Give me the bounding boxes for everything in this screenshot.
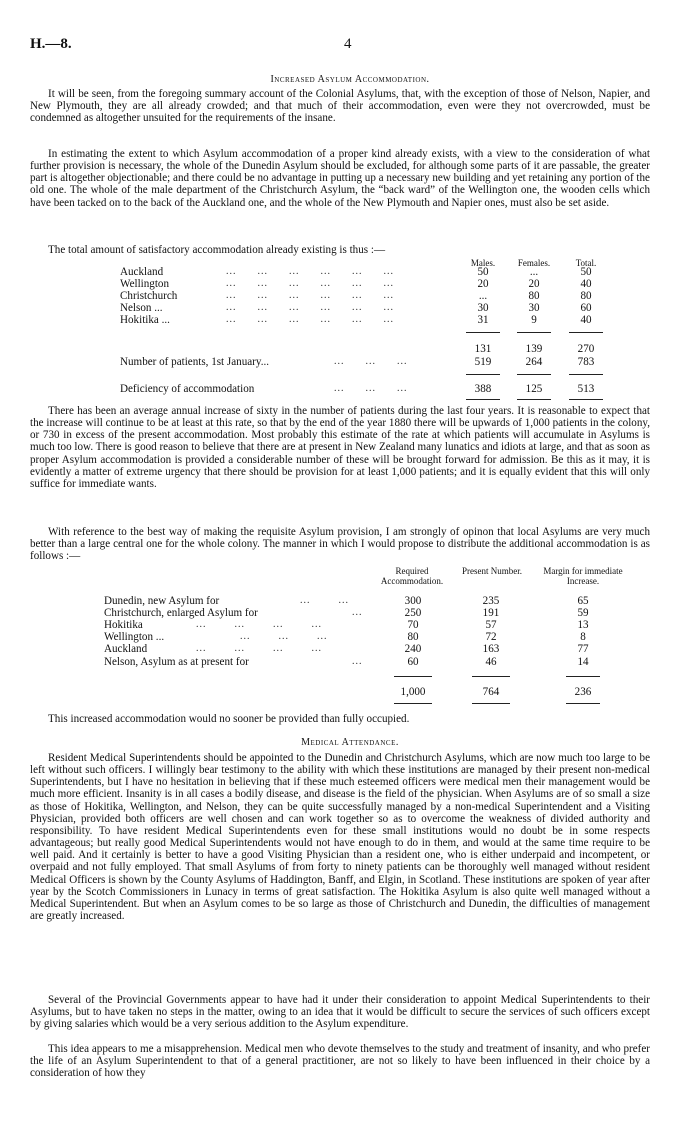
sum-rule	[472, 676, 510, 677]
cell-total: 80	[580, 290, 592, 302]
paragraph-resident-superintendents: Resident Medical Superintendents should be appointed to the Dunedin and Christchurch Asylums, which are now much too large to be left without such officers. I willingly bear testimony to the ability with which these institutions are managed by their present non-medical Superintendents, but I have no hesitation in believing that if these much esteemed officers were medical men their management would be much more efficient. Insanity is in all cases a bodily disease, and disease is the field of the physician. When Asylums are of so small a size as those of Hokitika, Wellington, and Nelson, they can be quite successfully managed by a non-medical Superintendent and a Visiting Physician, provided both officers are well chosen and can work together so as to overcome the weakness of divided authority and responsibility. To have resident Medical Superintendents even for these small institutions would no doubt be in some respects advantageous; but really good Medical Superintendents would not have enough to do in them, and would at the same time require to be well paid. And it certainly is better to have a good Visiting Physician than a resident one, who is either underpaid and incompetent, or overpaid and not fully employed. That small Asylums of from forty to ninety patients can be thoroughly well managed without resident Medical Officers is shown by the County Asylums of Haddington, Banff, and Elgin, in Scotland. These institutions are spoken of year after year by the Scotch Commissioners in Lunacy in terms of great satisfaction. The Hokitika Asylum is also quite well managed without a Medical Superintendent. But when an Asylum comes to be so large as those of Christchurch and Dunedin, the difficulties of management are greatly increased.	[30, 752, 650, 923]
cell-total: 513	[577, 383, 595, 395]
col-header-margin: Margin for immediate Increase.	[543, 566, 623, 586]
leader-dots: ... ... ... ... ... ...	[226, 278, 394, 289]
cell-required: 70	[407, 619, 419, 631]
cell-total: 50	[580, 266, 592, 278]
sum-rule	[466, 399, 500, 400]
leader-dots: ... ... ... ...	[196, 619, 322, 630]
cell-margin: 236	[574, 686, 592, 698]
cell-females: 20	[528, 278, 540, 290]
col-header-present: Present Number.	[462, 566, 522, 576]
cell-margin: 14	[577, 656, 589, 668]
cell-females: 264	[525, 356, 543, 368]
paragraph-annual-increase: There has been an average annual increase of sixty in the number of patients during the last four years. It is reasonable to expect that the increase will continue to be at least at this rate, so that by the end of the year 1880 there will be upwards of 1,000 patients in the colony, or 730 in excess of the present accommodation. Most probably this estimate of the rate at which patients will accumulate in Asylums is much too low. There is good reason to believe that there are at present in New Zealand many lunatics and idiots at large, and that as soon as proper Asylum accommodation is provided a considerable number of these will be brought forward for admission. Be this as it may, it is evidently a matter of extreme urgency that there should be provision for at least 1,000 patients; and it is equally evident that this will only suffice for immediate wants.	[30, 405, 650, 490]
row-label: Christchurch, enlarged Asylum for	[104, 607, 258, 619]
cell-females: 80	[528, 290, 540, 302]
row-label: Deficiency of accommodation	[120, 383, 255, 395]
paragraph-intro: It will be seen, from the foregoing summary account of the Colonial Asylums, that, with the exception of those of Nelson, Napier, and New Plymouth, they are all already crowded; and that much of their accommodation, even were they not overcrowded, must be condemned as altogether unsuited for the requirements of the insane.	[30, 88, 650, 125]
cell-present: 764	[482, 686, 500, 698]
paragraph-estimating: In estimating the extent to which Asylum accommodation of a proper kind already exists, with a view to the consideration of what further provision is necessary, the whole of the Dunedin Asylum should be excluded, for although some parts of it are passable, the greater part is altogether objectionable; and there could be no advantage in putting up a necessary new building and yet retaining any portion of the old one. The whole of the male department of the Christchurch Asylum, the “back ward” of the Wellington one, the wooden cells which have been tacked on to the back of the Auckland one, and the whole of the New Plymouth and Napier ones, must also be set aside.	[30, 148, 650, 209]
sum-rule	[517, 399, 551, 400]
cell-required: 60	[407, 656, 419, 668]
leader-dots: ... ... ...	[240, 631, 328, 642]
col-header-total: Total.	[575, 258, 597, 268]
cell-margin: 13	[577, 619, 589, 631]
col-header-females: Females.	[517, 258, 551, 268]
cell-males: 519	[474, 356, 492, 368]
row-label: Auckland	[104, 643, 148, 655]
cell-males: ...	[478, 290, 488, 302]
cell-total: 40	[580, 278, 592, 290]
cell-present: 191	[482, 607, 500, 619]
cell-margin: 65	[577, 595, 589, 607]
cell-present: 46	[485, 656, 497, 668]
cell-total: 270	[577, 343, 595, 355]
cell-total: 783	[577, 356, 595, 368]
cell-males: 50	[477, 266, 489, 278]
sum-rule	[466, 374, 500, 375]
leader-dots: ...	[352, 607, 363, 618]
row-label: Nelson, Asylum as at present for	[104, 656, 249, 668]
row-label: Hokitika	[104, 619, 143, 631]
page-number: 4	[344, 36, 352, 52]
leader-dots: ... ... ... ... ... ...	[226, 290, 394, 301]
paragraph-occupied: This increased accommodation would no sooner be provided than fully occupied.	[48, 713, 410, 725]
cell-required: 80	[407, 631, 419, 643]
cell-margin: 59	[577, 607, 589, 619]
section-heading-increased-asylum-accommodation: Increased Asylum Accommodation.	[270, 74, 430, 85]
leader-dots: ... ... ...	[334, 383, 408, 394]
leader-dots: ... ... ...	[334, 356, 408, 367]
cell-males: 20	[477, 278, 489, 290]
paragraph-misapprehension: This idea appears to me a misapprehension. Medical men who devote themselves to the study and treatment of insanity, and who prefer the life of an Asylum Superintendent to that of a general practitioner, are not so likely to have been influenced in their choice by a consideration of how they	[30, 1043, 650, 1080]
sum-rule	[569, 374, 603, 375]
cell-total: 60	[580, 302, 592, 314]
leader-dots: ... ... ... ...	[196, 643, 322, 654]
document-reference: H.—8.	[30, 36, 72, 52]
row-label: Wellington	[120, 278, 170, 290]
cell-present: 163	[482, 643, 500, 655]
section-heading-medical-attendance: Medical Attendance.	[301, 737, 399, 748]
cell-present: 72	[485, 631, 497, 643]
cell-total: 40	[580, 314, 592, 326]
paragraph-provincial-governments: Several of the Provincial Governments appear to have had it under their consideration to appoint Medical Superintendents to their Asylums, but to have taken no steps in the matter, owing to an idea that it would be difficult to secure the services of such officers except by giving salaries which would be a very serious addition to the Asylum expenditure.	[30, 994, 650, 1031]
cell-males: 388	[474, 383, 492, 395]
row-label: Wellington ...	[104, 631, 165, 643]
sum-rule	[566, 676, 600, 677]
cell-females: 125	[525, 383, 543, 395]
col-header-required: Required Accommodation.	[380, 566, 444, 586]
row-label: Auckland	[120, 266, 164, 278]
sum-rule	[566, 703, 600, 704]
col-header-males: Males.	[470, 258, 496, 268]
cell-females: 139	[525, 343, 543, 355]
cell-females: ...	[529, 266, 539, 278]
cell-required: 240	[404, 643, 422, 655]
paragraph-total-lead: The total amount of satisfactory accommodation already existing is thus :—	[48, 244, 386, 256]
paragraph-reference: With reference to the best way of making the requisite Asylum provision, I am strongly of opinon that local Asylums are very much better than a large central one for the whole colony. The manner in which I would propose to distribute the additional accommodation is as follows :—	[30, 526, 650, 563]
cell-males: 30	[477, 302, 489, 314]
leader-dots: ... ... ... ... ... ...	[226, 266, 394, 277]
cell-males: 131	[474, 343, 492, 355]
cell-required: 250	[404, 607, 422, 619]
sum-rule	[569, 399, 603, 400]
sum-rule	[517, 332, 551, 333]
sum-rule	[394, 676, 432, 677]
cell-margin: 77	[577, 643, 589, 655]
cell-females: 9	[531, 314, 537, 326]
leader-dots: ...	[352, 656, 363, 667]
leader-dots: ... ... ... ... ... ...	[226, 302, 394, 313]
cell-margin: 8	[580, 631, 586, 643]
leader-dots: ... ... ... ... ... ...	[226, 314, 394, 325]
row-label: Hokitika ...	[120, 314, 170, 326]
row-label: Dunedin, new Asylum for	[104, 595, 220, 607]
row-label: Christchurch	[120, 290, 178, 302]
cell-required: 300	[404, 595, 422, 607]
cell-females: 30	[528, 302, 540, 314]
cell-males: 31	[477, 314, 489, 326]
sum-rule	[569, 332, 603, 333]
cell-required: 1,000	[400, 686, 426, 698]
leader-dots: ... ...	[300, 595, 349, 606]
sum-rule	[394, 703, 432, 704]
row-label: Nelson ...	[120, 302, 163, 314]
sum-rule	[472, 703, 510, 704]
row-label: Number of patients, 1st January...	[120, 356, 270, 368]
cell-present: 57	[485, 619, 497, 631]
cell-present: 235	[482, 595, 500, 607]
sum-rule	[466, 332, 500, 333]
sum-rule	[517, 374, 551, 375]
